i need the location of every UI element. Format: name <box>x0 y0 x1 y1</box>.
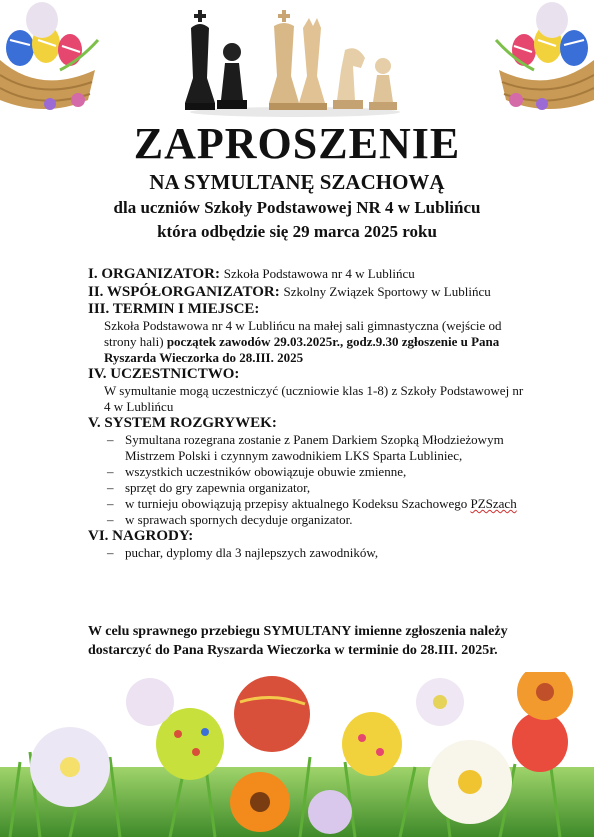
date-line: która odbędzie się 29 marca 2025 roku <box>157 222 437 241</box>
rules-section <box>88 265 528 561</box>
system-list <box>88 432 528 528</box>
organizer-row <box>88 265 528 283</box>
participants-heading: IV. UCZESTNICTWO: <box>88 366 240 382</box>
audience-line: dla uczniów Szkoły Podstawowej NR 4 w Lublińcu <box>113 198 481 217</box>
registration-note: W celu sprawnego przebiegu SYMULTANY imienne zgłoszenia należy dostarczyć do Pana Ryszarda Wieczorka w terminie do 28.III. 2025r. <box>88 624 508 658</box>
spring-meadow-eggs-icon <box>0 672 594 837</box>
organizer-label: I. ORGANIZATOR: <box>88 266 220 282</box>
spellcheck-word: PZSzach <box>470 496 517 511</box>
list-item: – w sprawach spornych decyduje organizator. <box>107 512 353 527</box>
page-title: ZAPROSZENIE <box>133 119 461 168</box>
list-item: – w turnieju obowiązują przepisy aktualnego Kodeksu Szachowego PZSzach <box>107 496 517 511</box>
easter-basket-right-icon <box>494 0 594 120</box>
dash-bullet: – <box>107 432 114 447</box>
dash-bullet: – <box>107 545 114 560</box>
list-item: – sprzęt do gry zapewnia organizator, <box>107 480 311 495</box>
page-subtitle: NA SYMULTANĘ SZACHOWĄ <box>149 170 445 194</box>
system-heading: V. SYSTEM ROZGRYWEK: <box>88 415 277 431</box>
dash-bullet: – <box>107 512 114 527</box>
dash-bullet: – <box>107 480 114 495</box>
coorganizer-value: Szkolny Związek Sportowy w Lublińcu <box>283 284 491 299</box>
easter-basket-left-icon <box>0 0 100 120</box>
prizes-heading: VI. NAGRODY: <box>88 528 194 544</box>
participants-text: W symultanie mogą uczestniczyć (uczniowie klas 1-8) z Szkoły Podstawowej nr 4 w Lublińcu <box>104 383 524 414</box>
list-item: – puchar, dyplomy dla 3 najlepszych zawodników, <box>107 545 379 560</box>
list-item: – wszystkich uczestników obowiązuje obuwie zmienne, <box>107 464 407 479</box>
place-heading: III. TERMIN I MIEJSCE: <box>88 301 260 317</box>
place-bold-text: początek zawodów 29.03.2025r., godz.9.30 zgłoszenie u Pana Ryszarda Wieczorka do 28.III. 2025 <box>104 334 500 365</box>
place-text: Szkoła Podstawowa nr 4 w Lublińcu na małej sali gimnastyczna (wejście od strony hali) <box>104 318 502 349</box>
dash-bullet: – <box>107 496 114 511</box>
organizer-value: Szkoła Podstawowa nr 4 w Lublińcu <box>223 266 415 281</box>
chess-pieces-icon <box>185 8 405 118</box>
list-item: – Symultana rozegrana zostanie z Panem Darkiem Szopką Młodzieżowym Mistrzem Polski i czynnym zawodnikiem LKS Sparta Lubliniec, <box>107 432 504 463</box>
place-paragraph <box>88 318 528 366</box>
prizes-list <box>88 545 528 561</box>
coorganizer-row <box>88 283 528 301</box>
coorganizer-label: II. WSPÓŁORGANIZATOR: <box>88 284 280 300</box>
dash-bullet: – <box>107 464 114 479</box>
